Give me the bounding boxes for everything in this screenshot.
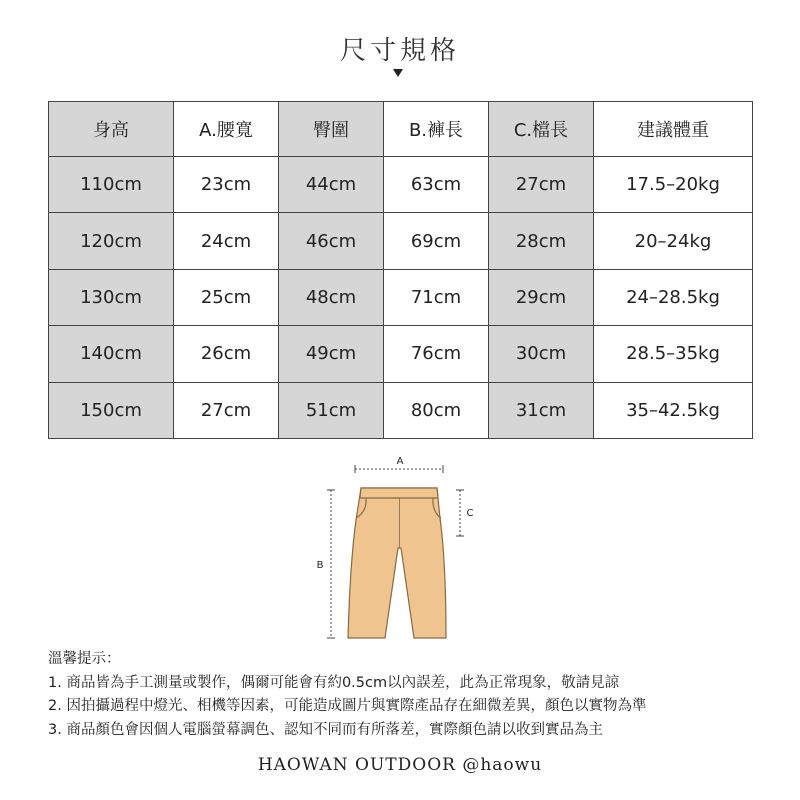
header-height: 身高 [49,102,174,157]
cell-height: 120cm [49,213,174,269]
cell-hip: 48cm [279,269,384,325]
cell-length: 80cm [384,382,489,438]
note-item: 1. 商品皆為手工測量或製作，偶爾可能會有約0.5cm以內誤差，此為正常現象，敬請見諒 [48,674,620,691]
cell-weight: 17.5–20kg [594,157,753,213]
cell-length: 69cm [384,213,489,269]
cell-weight: 35–42.5kg [594,382,753,438]
rise-dimension-line [456,490,464,536]
cell-waist: 24cm [174,213,279,269]
cell-hip: 49cm [279,326,384,382]
table-row [49,213,753,269]
cell-length: 63cm [384,157,489,213]
length-dimension-line [327,490,335,638]
cell-rise: 31cm [489,382,594,438]
cell-waist: 27cm [174,382,279,438]
table-row [49,157,753,213]
cell-weight: 20–24kg [594,213,753,269]
cell-hip: 44cm [279,157,384,213]
cell-rise: 29cm [489,269,594,325]
pants-measurement-diagram [300,452,500,642]
cell-rise: 30cm [489,326,594,382]
cell-weight: 28.5–35kg [594,326,753,382]
table-row [49,269,753,325]
label-b: B [316,560,324,571]
cell-height: 110cm [49,157,174,213]
header-rise: C.檔長 [489,102,594,157]
cell-length: 71cm [384,269,489,325]
table-row [49,326,753,382]
label-a: A [396,456,404,467]
brand-footer: HAOWAN OUTDOOR @haowu [257,755,543,775]
cell-waist: 26cm [174,326,279,382]
cell-waist: 23cm [174,157,279,213]
cell-rise: 28cm [489,213,594,269]
cell-waist: 25cm [174,269,279,325]
table-header-row [49,102,753,157]
cell-length: 76cm [384,326,489,382]
page-title: 尺寸規格 [339,36,460,66]
cell-height: 130cm [49,269,174,325]
cell-height: 150cm [49,382,174,438]
notes-heading: 溫馨提示： [48,651,121,667]
header-hip: 臀圍 [279,102,384,157]
cell-weight: 24–28.5kg [594,269,753,325]
down-arrow-icon [393,69,403,77]
cell-hip: 51cm [279,382,384,438]
cell-hip: 46cm [279,213,384,269]
notes-section [48,648,646,742]
size-table [48,101,753,439]
header-length: B.褲長 [384,102,489,157]
label-c: C [466,508,474,519]
header-weight: 建議體重 [594,102,753,157]
cell-rise: 27cm [489,157,594,213]
note-item: 2. 因拍攝過程中燈光、相機等因素，可能造成圖片與實際產品存在細微差異，顏色以實物為準 [48,698,647,714]
header-waist: A.腰寬 [174,102,279,157]
note-item: 3. 商品顏色會因個人電腦螢幕調色、認知不同而有所落差，實際顏色請以收到實品為主 [48,721,603,738]
cell-height: 140cm [49,326,174,382]
pants-illustration [348,488,446,638]
table-row [49,382,753,438]
